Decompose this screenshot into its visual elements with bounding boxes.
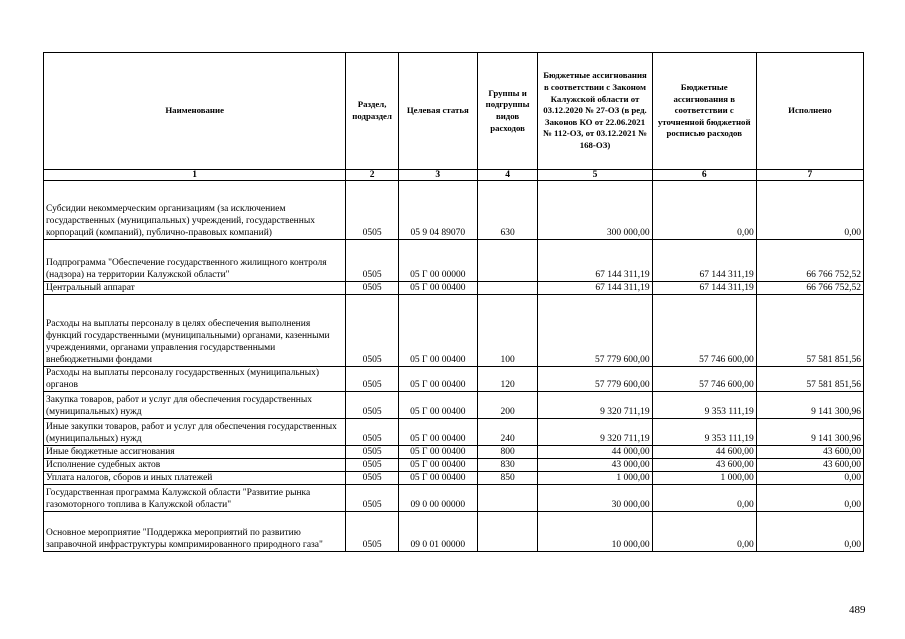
- row-section: 0505: [346, 181, 399, 240]
- row-article: 05 Г 00 00400: [398, 446, 477, 459]
- column-number: 1: [44, 170, 346, 181]
- table-row: [44, 419, 864, 446]
- row-executed-amount: 0,00: [756, 485, 863, 512]
- row-roster-amount: 57 746 600,00: [652, 295, 756, 367]
- row-name: Уплата налогов, сборов и иных платежей: [44, 472, 346, 485]
- row-article: 05 Г 00 00400: [398, 419, 477, 446]
- row-article: 05 Г 00 00400: [398, 459, 477, 472]
- row-executed-amount: 66 766 752,52: [756, 282, 863, 295]
- row-name: Расходы на выплаты персоналу государственных (муниципальных) органов: [44, 367, 346, 392]
- row-executed-amount: 0,00: [756, 472, 863, 485]
- row-law-amount: 57 779 600,00: [538, 295, 652, 367]
- table-row: [44, 240, 864, 282]
- table-row: [44, 485, 864, 512]
- row-article: 05 Г 00 00000: [398, 240, 477, 282]
- row-name: Субсидии некоммерческим организациям (за исключением государственных (муниципальных) учреждений, государственных корпораций (компаний), публично-правовых компаний): [44, 181, 346, 240]
- row-group: [477, 282, 538, 295]
- table-row: [44, 459, 864, 472]
- row-group: [477, 512, 538, 552]
- row-section: 0505: [346, 367, 399, 392]
- row-law-amount: 43 000,00: [538, 459, 652, 472]
- row-roster-amount: 44 600,00: [652, 446, 756, 459]
- row-roster-amount: 67 144 311,19: [652, 282, 756, 295]
- column-number: 4: [477, 170, 538, 181]
- row-group: 850: [477, 472, 538, 485]
- header-roster-allocations: Бюджетные ассигнования в соответствии с уточненной бюджетной росписью расходов: [652, 53, 756, 170]
- row-group: [477, 485, 538, 512]
- row-group: 830: [477, 459, 538, 472]
- row-roster-amount: 0,00: [652, 485, 756, 512]
- column-number: 5: [538, 170, 652, 181]
- row-article: 05 Г 00 00400: [398, 295, 477, 367]
- column-number: 3: [398, 170, 477, 181]
- row-name: Государственная программа Калужской области "Развитие рынка газомоторного топлива в Калужской области": [44, 485, 346, 512]
- row-roster-amount: 1 000,00: [652, 472, 756, 485]
- row-article: 05 9 04 89070: [398, 181, 477, 240]
- header-section: Раздел, подраздел: [346, 53, 399, 170]
- row-name: Подпрограмма "Обеспечение государственного жилищного контроля (надзора) на территории Калужской области": [44, 240, 346, 282]
- row-group: 800: [477, 446, 538, 459]
- row-section: 0505: [346, 419, 399, 446]
- row-section: 0505: [346, 472, 399, 485]
- row-name: Основное мероприятие "Поддержка мероприятий по развитию заправочной инфраструктуры компримированного природного газа": [44, 512, 346, 552]
- row-article: 09 0 01 00000: [398, 512, 477, 552]
- row-roster-amount: 9 353 111,19: [652, 419, 756, 446]
- row-law-amount: 10 000,00: [538, 512, 652, 552]
- row-name: Центральный аппарат: [44, 282, 346, 295]
- table-row: [44, 392, 864, 419]
- row-section: 0505: [346, 485, 399, 512]
- table-row: [44, 282, 864, 295]
- row-group: [477, 240, 538, 282]
- column-number: 6: [652, 170, 756, 181]
- row-article: 05 Г 00 00400: [398, 472, 477, 485]
- row-name: Исполнение судебных актов: [44, 459, 346, 472]
- row-executed-amount: 9 141 300,96: [756, 419, 863, 446]
- row-article: 05 Г 00 00400: [398, 282, 477, 295]
- row-executed-amount: 57 581 851,56: [756, 295, 863, 367]
- header-row: [44, 53, 864, 170]
- row-law-amount: 9 320 711,19: [538, 392, 652, 419]
- table-row: [44, 295, 864, 367]
- row-section: 0505: [346, 512, 399, 552]
- row-article: 05 Г 00 00400: [398, 392, 477, 419]
- header-group: Группы и подгруппы видов расходов: [477, 53, 538, 170]
- row-article: 09 0 00 00000: [398, 485, 477, 512]
- row-roster-amount: 43 600,00: [652, 459, 756, 472]
- table-row: [44, 446, 864, 459]
- row-executed-amount: 0,00: [756, 181, 863, 240]
- table-row: [44, 512, 864, 552]
- header-law-allocations: Бюджетные ассигнования в соответствии с Законом Калужской области от 03.12.2020 № 27-ОЗ (в ред. Законов КО от 22.06.2021 № 112-ОЗ, от 03.12.2021 № 168-ОЗ): [538, 53, 652, 170]
- row-section: 0505: [346, 392, 399, 419]
- row-law-amount: 57 779 600,00: [538, 367, 652, 392]
- budget-table: [43, 52, 864, 552]
- row-law-amount: 44 000,00: [538, 446, 652, 459]
- row-name: Расходы на выплаты персоналу в целях обеспечения выполнения функций государственными (муниципальными) органами, казенными учреждениями, органами управления государственными внебюджетными фондами: [44, 295, 346, 367]
- table-row: [44, 472, 864, 485]
- row-roster-amount: 0,00: [652, 181, 756, 240]
- row-section: 0505: [346, 295, 399, 367]
- table-row: [44, 367, 864, 392]
- row-roster-amount: 0,00: [652, 512, 756, 552]
- header-article: Целевая статья: [398, 53, 477, 170]
- row-roster-amount: 67 144 311,19: [652, 240, 756, 282]
- row-roster-amount: 57 746 600,00: [652, 367, 756, 392]
- row-section: 0505: [346, 282, 399, 295]
- row-executed-amount: 43 600,00: [756, 459, 863, 472]
- row-section: 0505: [346, 240, 399, 282]
- row-group: 200: [477, 392, 538, 419]
- table-row: [44, 181, 864, 240]
- page-number: 489: [849, 604, 866, 616]
- row-executed-amount: 66 766 752,52: [756, 240, 863, 282]
- row-section: 0505: [346, 459, 399, 472]
- row-section: 0505: [346, 446, 399, 459]
- row-executed-amount: 57 581 851,56: [756, 367, 863, 392]
- row-law-amount: 9 320 711,19: [538, 419, 652, 446]
- row-law-amount: 300 000,00: [538, 181, 652, 240]
- header-executed: Исполнено: [756, 53, 863, 170]
- row-law-amount: 30 000,00: [538, 485, 652, 512]
- row-name: Закупка товаров, работ и услуг для обеспечения государственных (муниципальных) нужд: [44, 392, 346, 419]
- row-name: Иные бюджетные ассигнования: [44, 446, 346, 459]
- row-group: 100: [477, 295, 538, 367]
- row-executed-amount: 0,00: [756, 512, 863, 552]
- row-law-amount: 67 144 311,19: [538, 240, 652, 282]
- row-group: 120: [477, 367, 538, 392]
- row-law-amount: 1 000,00: [538, 472, 652, 485]
- row-group: 240: [477, 419, 538, 446]
- header-name: Наименование: [44, 53, 346, 170]
- column-number-row: [44, 170, 864, 181]
- row-roster-amount: 9 353 111,19: [652, 392, 756, 419]
- row-law-amount: 67 144 311,19: [538, 282, 652, 295]
- column-number: 7: [756, 170, 863, 181]
- row-article: 05 Г 00 00400: [398, 367, 477, 392]
- row-executed-amount: 9 141 300,96: [756, 392, 863, 419]
- row-group: 630: [477, 181, 538, 240]
- row-executed-amount: 43 600,00: [756, 446, 863, 459]
- row-name: Иные закупки товаров, работ и услуг для обеспечения государственных (муниципальных) нужд: [44, 419, 346, 446]
- column-number: 2: [346, 170, 399, 181]
